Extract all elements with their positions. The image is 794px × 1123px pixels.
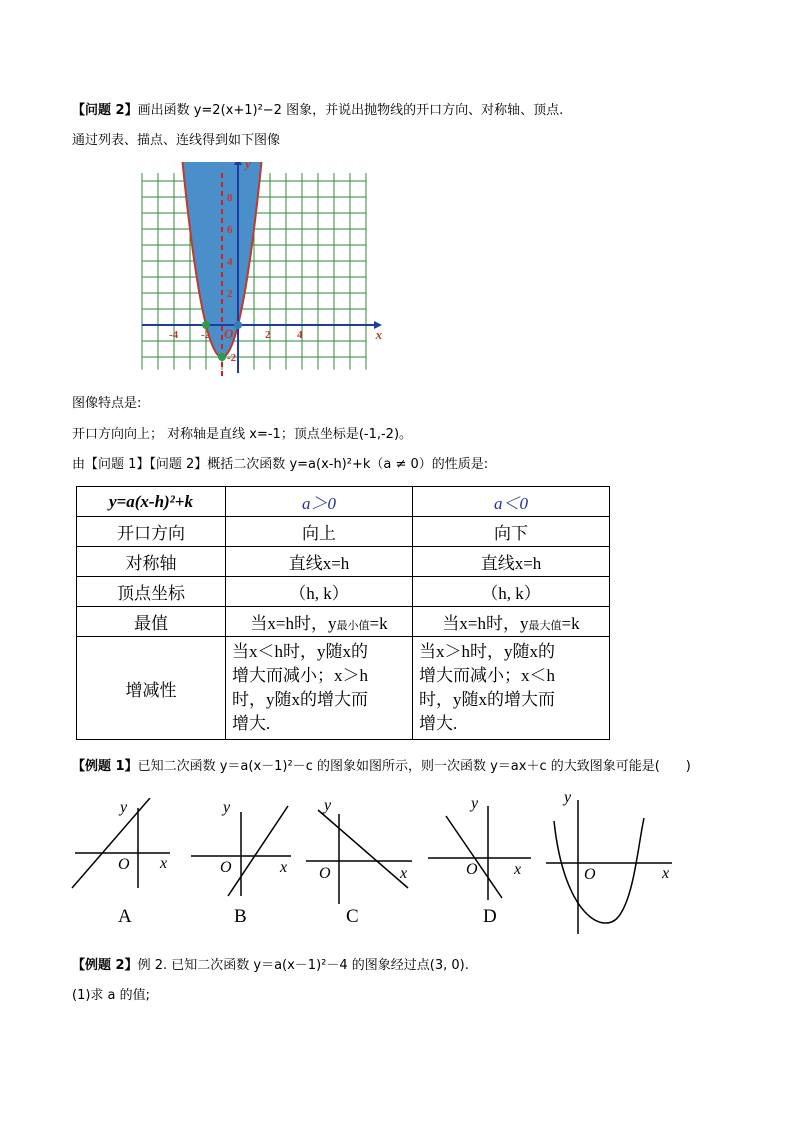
cell-monotonic-negative: 当x＞h时，y随x的 增大而减小；x＜h 时，y随x的增大而 增大.	[413, 637, 610, 740]
cell-value: 直线x=h	[413, 547, 610, 577]
option-b-graph	[186, 798, 296, 898]
point-marker	[202, 321, 210, 329]
x-label: x	[514, 861, 522, 878]
cell-monotonic-positive: 当x＜h时，y随x的 增大而减小；x＞h 时，y随x的增大而 增大.	[226, 637, 413, 740]
origin-label: O	[220, 859, 232, 876]
row-label: 增减性	[77, 637, 226, 740]
point-marker	[234, 321, 242, 329]
features-text: 开口方向向上； 对称轴是直线 x=-1；顶点坐标是(-1,-2)。	[72, 427, 413, 442]
y-tick-label: 2	[227, 288, 233, 300]
row-label: 最值	[77, 607, 226, 637]
y-axis-label: y	[245, 162, 251, 172]
properties-table	[76, 486, 610, 740]
example-2-text: 例 2. 已知二次函数 y＝a(x－1)²－4 的图象经过点(3, 0).	[137, 958, 469, 973]
table-row	[77, 637, 610, 740]
table-row	[77, 517, 610, 547]
y-label: y	[471, 795, 479, 812]
intro-text: 通过列表、描点、连线得到如下图像	[72, 133, 281, 148]
table-row	[77, 607, 610, 637]
example-2-question-1: (1)求 a 的值;	[72, 988, 151, 1003]
option-d-graph	[426, 792, 536, 902]
table-row	[77, 577, 610, 607]
x-label: x	[160, 855, 168, 872]
vertex-marker	[218, 353, 226, 361]
cell-value: （h, k）	[226, 577, 413, 607]
x-axis-label: x	[375, 327, 383, 342]
example-2-bracket: 【例题 2】	[72, 958, 138, 973]
problem-2-text: 画出函数 y=2(x+1)²−2 图象，并说出抛物线的开口方向、对称轴、顶点.	[137, 103, 564, 118]
x-label: x	[280, 859, 288, 876]
table-header-a-negative: a＜0	[413, 487, 610, 517]
x-tick-label: -2	[201, 329, 211, 341]
features-title: 图像特点是:	[72, 396, 142, 411]
row-label: 开口方向	[77, 517, 226, 547]
y-label: y	[324, 797, 332, 814]
x-tick-label: -4	[169, 329, 179, 341]
y-tick-label: 8	[227, 192, 233, 204]
example-1-bracket: 【例题 1】	[72, 759, 138, 774]
table-header-function: y=a(x-h)²+k	[77, 487, 226, 517]
cell-value: （h, k）	[413, 577, 610, 607]
cell-value: 向上	[226, 517, 413, 547]
table-header-row	[77, 487, 610, 517]
table-row	[77, 547, 610, 577]
option-a-label: A	[118, 906, 132, 927]
example-1-line	[72, 758, 691, 776]
cell-value: 向下	[413, 517, 610, 547]
y-tick-label: 4	[227, 256, 233, 268]
row-label: 对称轴	[77, 547, 226, 577]
problem-2-bracket: 【问题 2】	[72, 103, 138, 118]
origin-label: O	[584, 866, 596, 883]
example-1-parabola-graph	[544, 786, 678, 936]
y-label: y	[120, 799, 128, 816]
x-tick-label: 4	[297, 329, 303, 341]
y-tick-label: 6	[227, 224, 233, 236]
origin-label: O	[118, 856, 130, 873]
option-d-label: D	[483, 906, 497, 927]
example-2-line	[72, 957, 469, 975]
x-label: x	[662, 865, 670, 882]
origin-label: O	[224, 326, 234, 341]
option-c-graph	[304, 796, 416, 908]
x-tick-label: 2	[265, 329, 271, 341]
cell-value: 直线x=h	[226, 547, 413, 577]
origin-label: O	[319, 865, 331, 882]
y-label: y	[223, 799, 231, 816]
option-c-label: C	[346, 906, 359, 927]
origin-label: O	[466, 861, 478, 878]
parabola-graph	[138, 162, 388, 377]
table-header-a-positive: a＞0	[226, 487, 413, 517]
y-label: y	[564, 789, 572, 806]
x-label: x	[400, 865, 408, 882]
cell-extreme-negative: 当x=h时，y最大值=k	[413, 607, 610, 637]
row-label: 顶点坐标	[77, 577, 226, 607]
option-a-graph	[70, 798, 180, 893]
option-b-label: B	[234, 906, 247, 927]
summary-line: 由【问题 1】【问题 2】概括二次函数 y=a(x-h)²+k（a ≠ 0）的性质是:	[72, 457, 489, 472]
y-tick-label: -2	[227, 352, 237, 364]
cell-extreme-positive: 当x=h时，y最小值=k	[226, 607, 413, 637]
problem-2-line	[72, 102, 563, 120]
example-1-text: 已知二次函数 y＝a(x－1)²－c 的图象如图所示，则一次函数 y＝ax＋c 的大致图象可能是( )	[137, 759, 691, 774]
